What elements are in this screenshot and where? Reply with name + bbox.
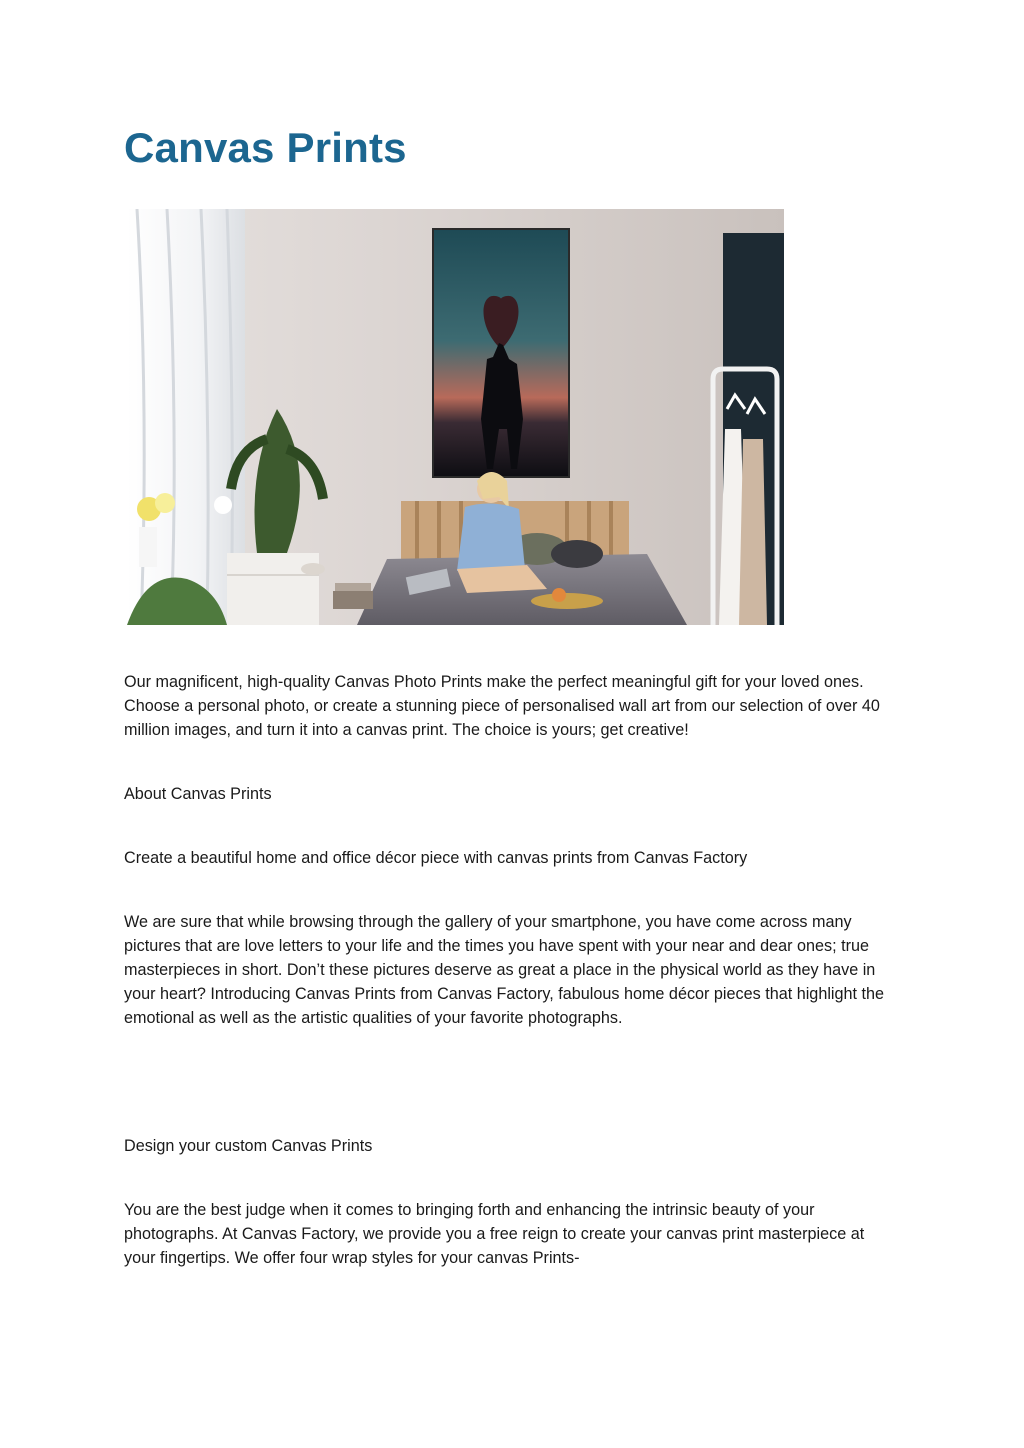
about-paragraph: We are sure that while browsing through the gallery of your smartphone, you have come across many pictures that are love letters to your life and the times you have spent with your near and dear ones; true masterpieces in short. Don’t these pictures deserve as great a place in the physical world as they have in your heart? Introducing Canvas Prints from Canvas Factory, fabulous home décor pieces that highlight the emotional as well as the artistic qualities of your favorite photographs. <box>124 913 885 1027</box>
section-heading-design: Design your custom Canvas Prints <box>124 1137 373 1155</box>
page-title: Canvas Prints <box>124 124 407 171</box>
hero-photo-bedroom-canvas <box>127 209 784 625</box>
section-subheading-about: Create a beautiful home and office décor piece with canvas prints from Canvas Factory <box>124 849 748 867</box>
intro-paragraph: Our magnificent, high-quality Canvas Photo Prints make the perfect meaningful gift for your loved ones. Choose a personal photo, or create a stunning piece of personalised wall art from our selection of over 40 million images, and turn it into a canvas print. The choice is yours; get creative! <box>124 673 880 739</box>
design-paragraph: You are the best judge when it comes to bringing forth and enhancing the intrinsic beauty of your photographs. At Canvas Factory, we provide you a free reign to create your canvas print masterpiece at your fingertips. We offer four wrap styles for your canvas Prints- <box>124 1201 865 1267</box>
section-heading-about: About Canvas Prints <box>124 785 272 803</box>
